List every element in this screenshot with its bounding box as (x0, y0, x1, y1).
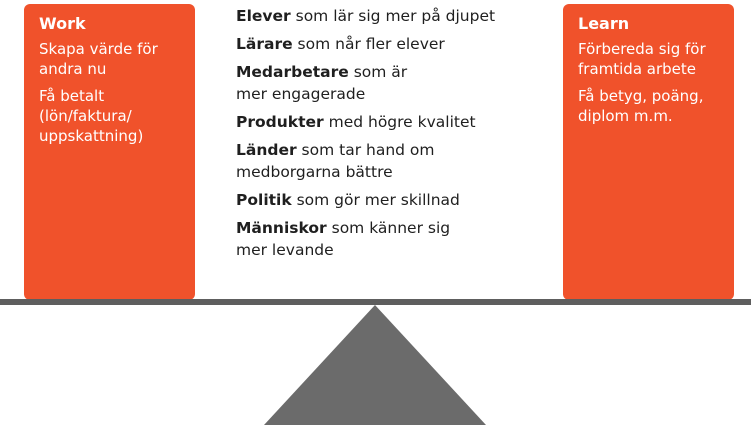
benefit-keyword: Politik (236, 191, 292, 209)
learn-line-2: Få betyg, poäng, diplom m.m. (578, 87, 704, 125)
benefits-list (236, 5, 556, 267)
benefit-people (236, 217, 476, 261)
benefit-keyword: Elever (236, 7, 291, 25)
benefit-keyword: Medarbetare (236, 63, 349, 81)
benefit-text: som är mer engagerade (236, 63, 408, 103)
learn-title: Learn (578, 14, 630, 33)
benefit-keyword: Länder (236, 141, 297, 159)
work-box (24, 4, 195, 300)
benefit-countries (236, 139, 461, 183)
benefit-keyword: Produkter (236, 113, 324, 131)
fulcrum-triangle (264, 305, 486, 425)
benefit-students (236, 5, 556, 27)
benefit-text: som gör mer skillnad (291, 191, 460, 209)
work-title: Work (39, 14, 86, 33)
benefit-text: som lär sig mer på djupet (290, 7, 496, 25)
benefit-text: med högre kvalitet (323, 113, 476, 131)
benefit-keyword: Människor (236, 219, 327, 237)
work-line-2: Få betalt (lön/faktura/ uppskattning) (39, 87, 144, 145)
benefit-text: som känner sig mer levande (236, 219, 451, 259)
benefit-teachers (236, 33, 556, 55)
learn-line-1: Förbereda sig för framtida arbete (578, 40, 706, 78)
benefit-keyword: Lärare (236, 35, 293, 53)
learn-box (563, 4, 734, 300)
fulcrum-shape (264, 305, 486, 425)
benefit-politics (236, 189, 556, 211)
benefit-employees (236, 61, 436, 105)
benefit-products (236, 111, 556, 133)
benefit-text: som når fler elever (292, 35, 445, 53)
work-line-1: Skapa värde för andra nu (39, 40, 158, 78)
benefit-text: som tar hand om medborgarna bättre (236, 141, 435, 181)
